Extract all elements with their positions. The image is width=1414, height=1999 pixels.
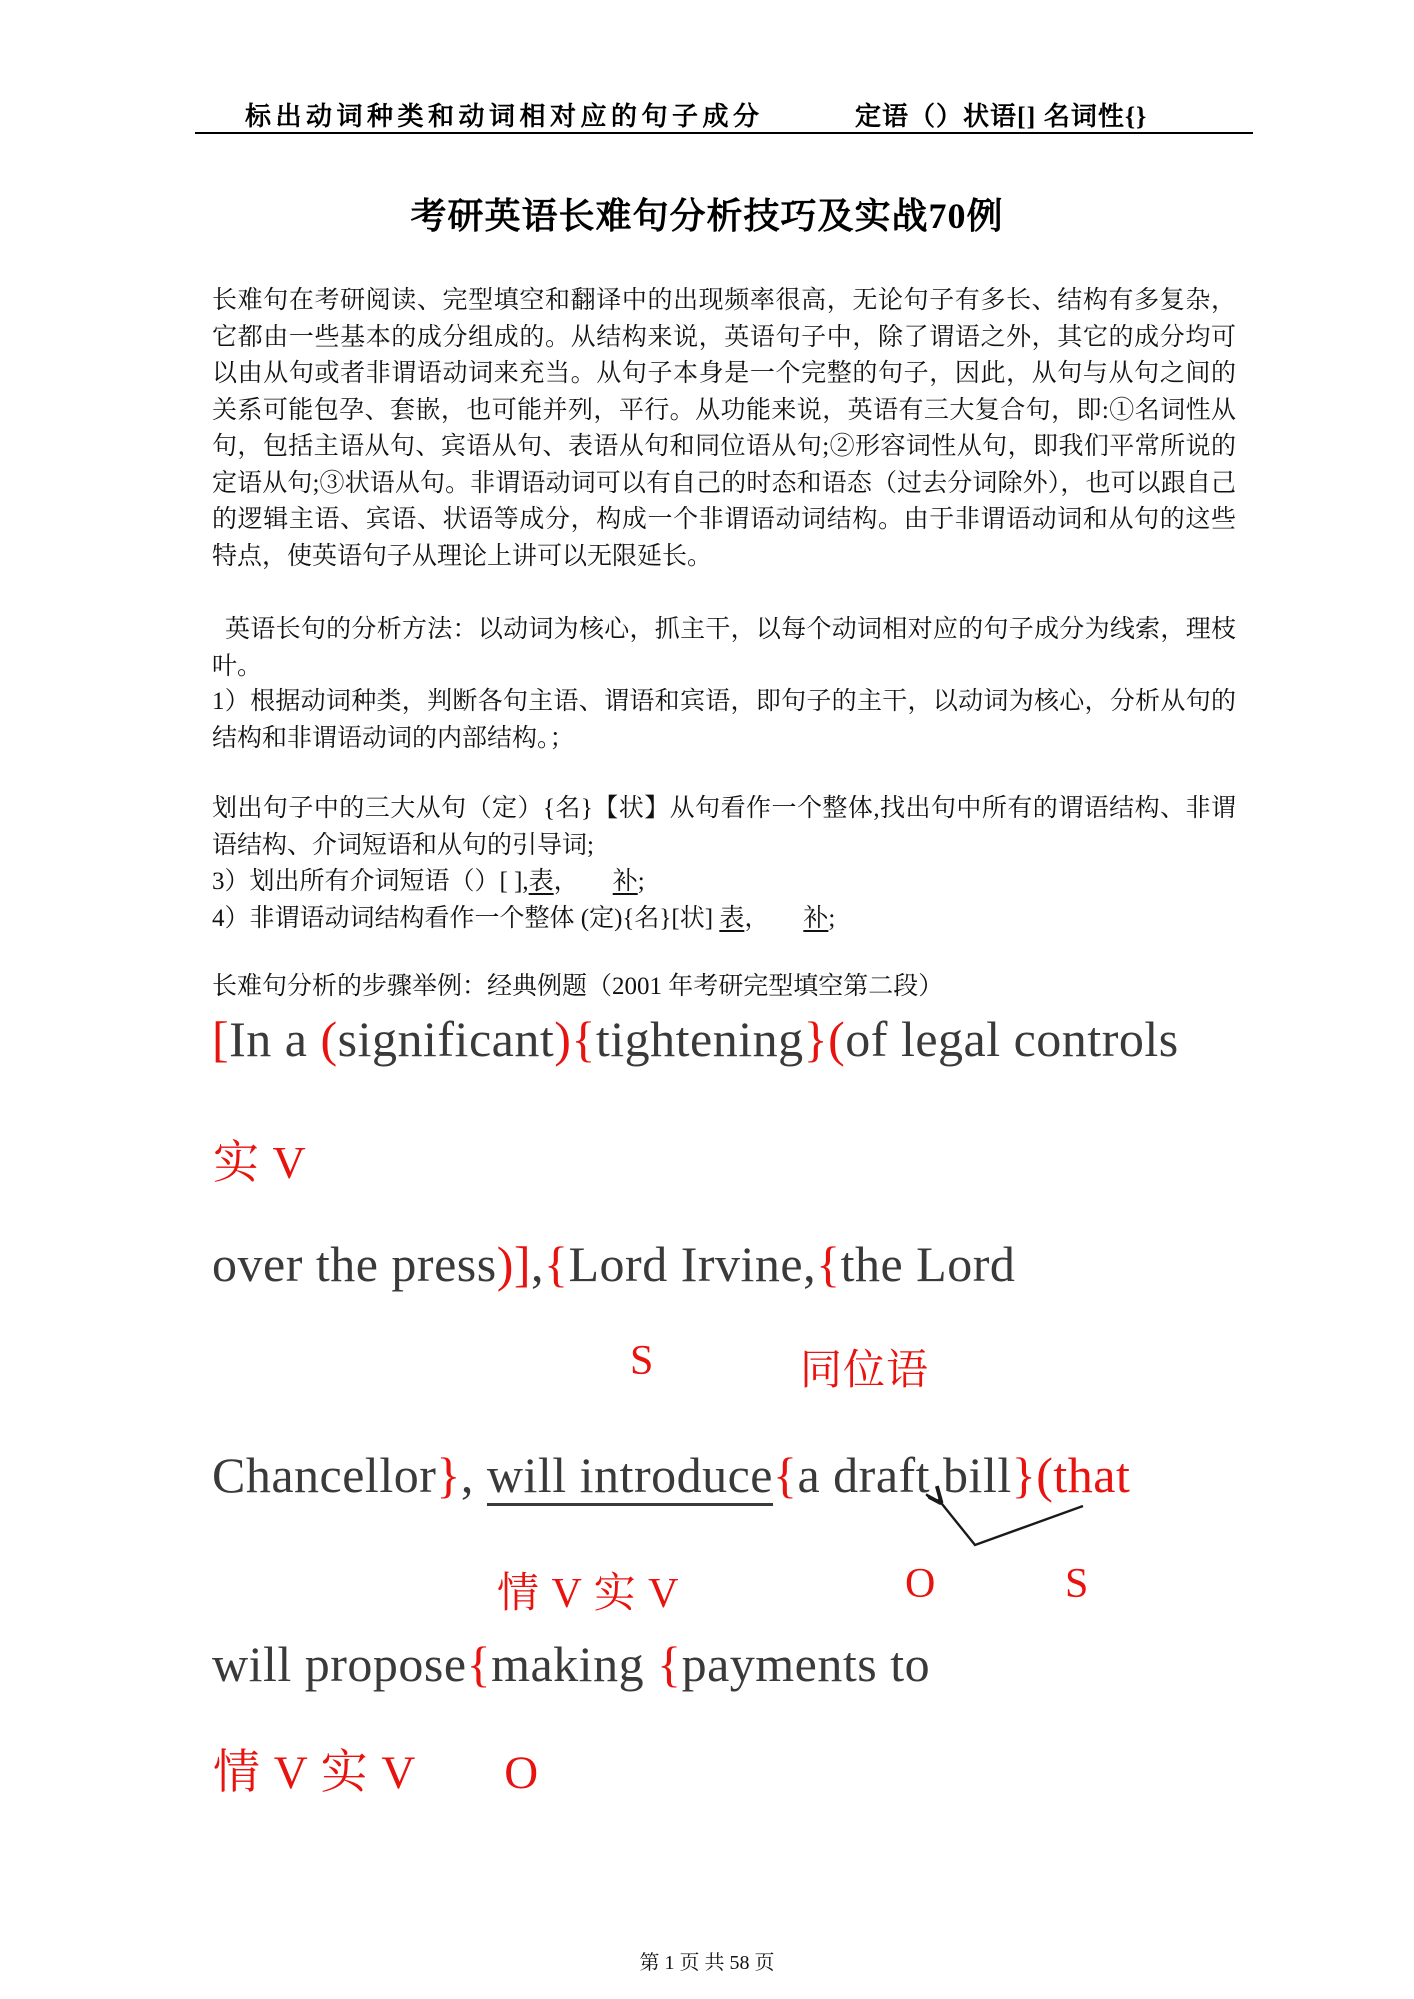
point-3-comma: ， [553,868,579,895]
sentence-word: tightening [595,1011,804,1067]
page-number: 第 1 页 共 58 页 [639,1952,775,1974]
sentence-word: making [491,1636,658,1692]
example-caption: 长难句分析的步骤举例：经典例题（2001 年考研完型填空第二段） [212,973,944,1000]
red-bracket: } [436,1447,461,1503]
sentence-word: a draft bill [797,1447,1012,1503]
point-3-bu: 补 [612,868,638,895]
sentence-word: Chancellor [212,1447,437,1503]
sentence-word: the Lord [840,1236,1016,1292]
sentence-line-4 [212,1635,930,1693]
annotation-o: O [905,1561,937,1607]
red-bracket: { [772,1447,798,1503]
point-3-text: 3）划出所有介词短语（）[ ], [212,868,529,895]
sentence-word: over the press [212,1236,497,1292]
underlined-verb: will introduce [487,1447,773,1506]
sentence-word: significant [337,1011,555,1067]
sentence-word: Lord Irvine, [568,1236,817,1292]
point-4 [212,901,1236,938]
red-bracket: ( [320,1011,338,1067]
annotation-verbs: 情 V 实 V [213,1747,417,1799]
annotation-s2: S [1065,1561,1090,1607]
point-4-text: 4）非谓语动词结构看作一个整体 (定){名}[状] [212,904,720,932]
sentence-word: , [531,1236,544,1292]
red-bracket: } [1011,1447,1037,1503]
red-bracket: { [816,1236,841,1292]
red-bracket: { [657,1636,682,1692]
sentence-word: , [460,1447,487,1503]
annotation-s: S [630,1338,655,1384]
annotation-shi-v: 实 V [213,1137,307,1188]
method-paragraph: 英语长句的分析方法：以动词为核心，抓主干，以每个动词相对应的句子成分为线索，理枝叶。 [212,616,1236,680]
point-3 [212,864,1236,901]
red-bracket: }( [803,1011,846,1067]
sentence-line-2 [212,1235,1015,1293]
point-3-biao: 表 [528,868,554,895]
red-bracket: { [466,1636,492,1692]
header-left-note: 标出动词种类和动词相对应的句子成分 [245,102,764,131]
red-bracket: { [544,1236,569,1292]
point-4-biao: 表 [719,904,745,932]
point-1: 1）根据动词种类，判断各句主语、谓语和宾语，即句子的主干，以动词为核心，分析从句的结构和非谓语动词的内部结构。； [212,688,1236,752]
annotation-o2: O [504,1747,540,1799]
point-3-end: ; [637,868,645,895]
sentence-line-1 [212,1010,1179,1068]
sentence-word: payments to [681,1636,931,1692]
annotation-apposition: 同位语 [800,1348,930,1394]
annotation-qing-v-shi-v-o [213,1735,539,1802]
intro-paragraph: 长难句在考研阅读、完型填空和翻译中的出现频率很高，无论句子有多长、结构有多复杂，它都由一些基本的成分组成的。从结构来说，英语句子中，除了谓语之外，其它的成分均可以由从句或者非谓语动词来充当。从句子本身是一个完整的句子，因此，从句与从句之间的关系可能包孕、套嵌，也可能并列，平行。从功能来说，英语有三大复合句，即:①名词性从句，包括主语从句、宾语从句、表语从句和同位语从句;②形容词性从句，即我们平常所说的定语从句;③状语从句。非谓语动词可以有自己的时态和语态（过去分词除外），也可以跟自己的逻辑主语、宾语、状语等成分，构成一个非谓语动词结构。由于非谓语动词和从句的这些特点，使英语句子从理论上讲可以无限延长。 [212,287,1236,570]
point-4-comma: ， [744,904,770,932]
red-bracket: ){ [554,1011,596,1067]
red-bracket: [ [212,1011,230,1067]
points-block [212,791,1236,937]
red-clause-start: (that [1036,1447,1131,1503]
sentence-word: will propose [212,1636,467,1692]
point-4-end: ; [828,904,836,932]
header-rule [195,132,1253,134]
red-bracket: )] [496,1236,531,1292]
sentence-word: of legal controls [845,1011,1179,1067]
sentence-word: In a [229,1011,321,1067]
header-right-legend: 定语（）状语[] 名词性{} [855,102,1148,131]
arrow-annotation [925,1485,1115,1560]
page-title: 考研英语长难句分析技巧及实战70例 [410,196,1004,236]
annotation-qing-v-shi-v: 情 V 实 V [497,1571,680,1617]
point-4-bu: 补 [803,904,829,932]
point-2: 划出句子中的三大从句（定）{名}【状】从句看作一个整体,找出句中所有的谓语结构、非谓语结构、介词短语和从句的引导词; [212,795,1236,859]
